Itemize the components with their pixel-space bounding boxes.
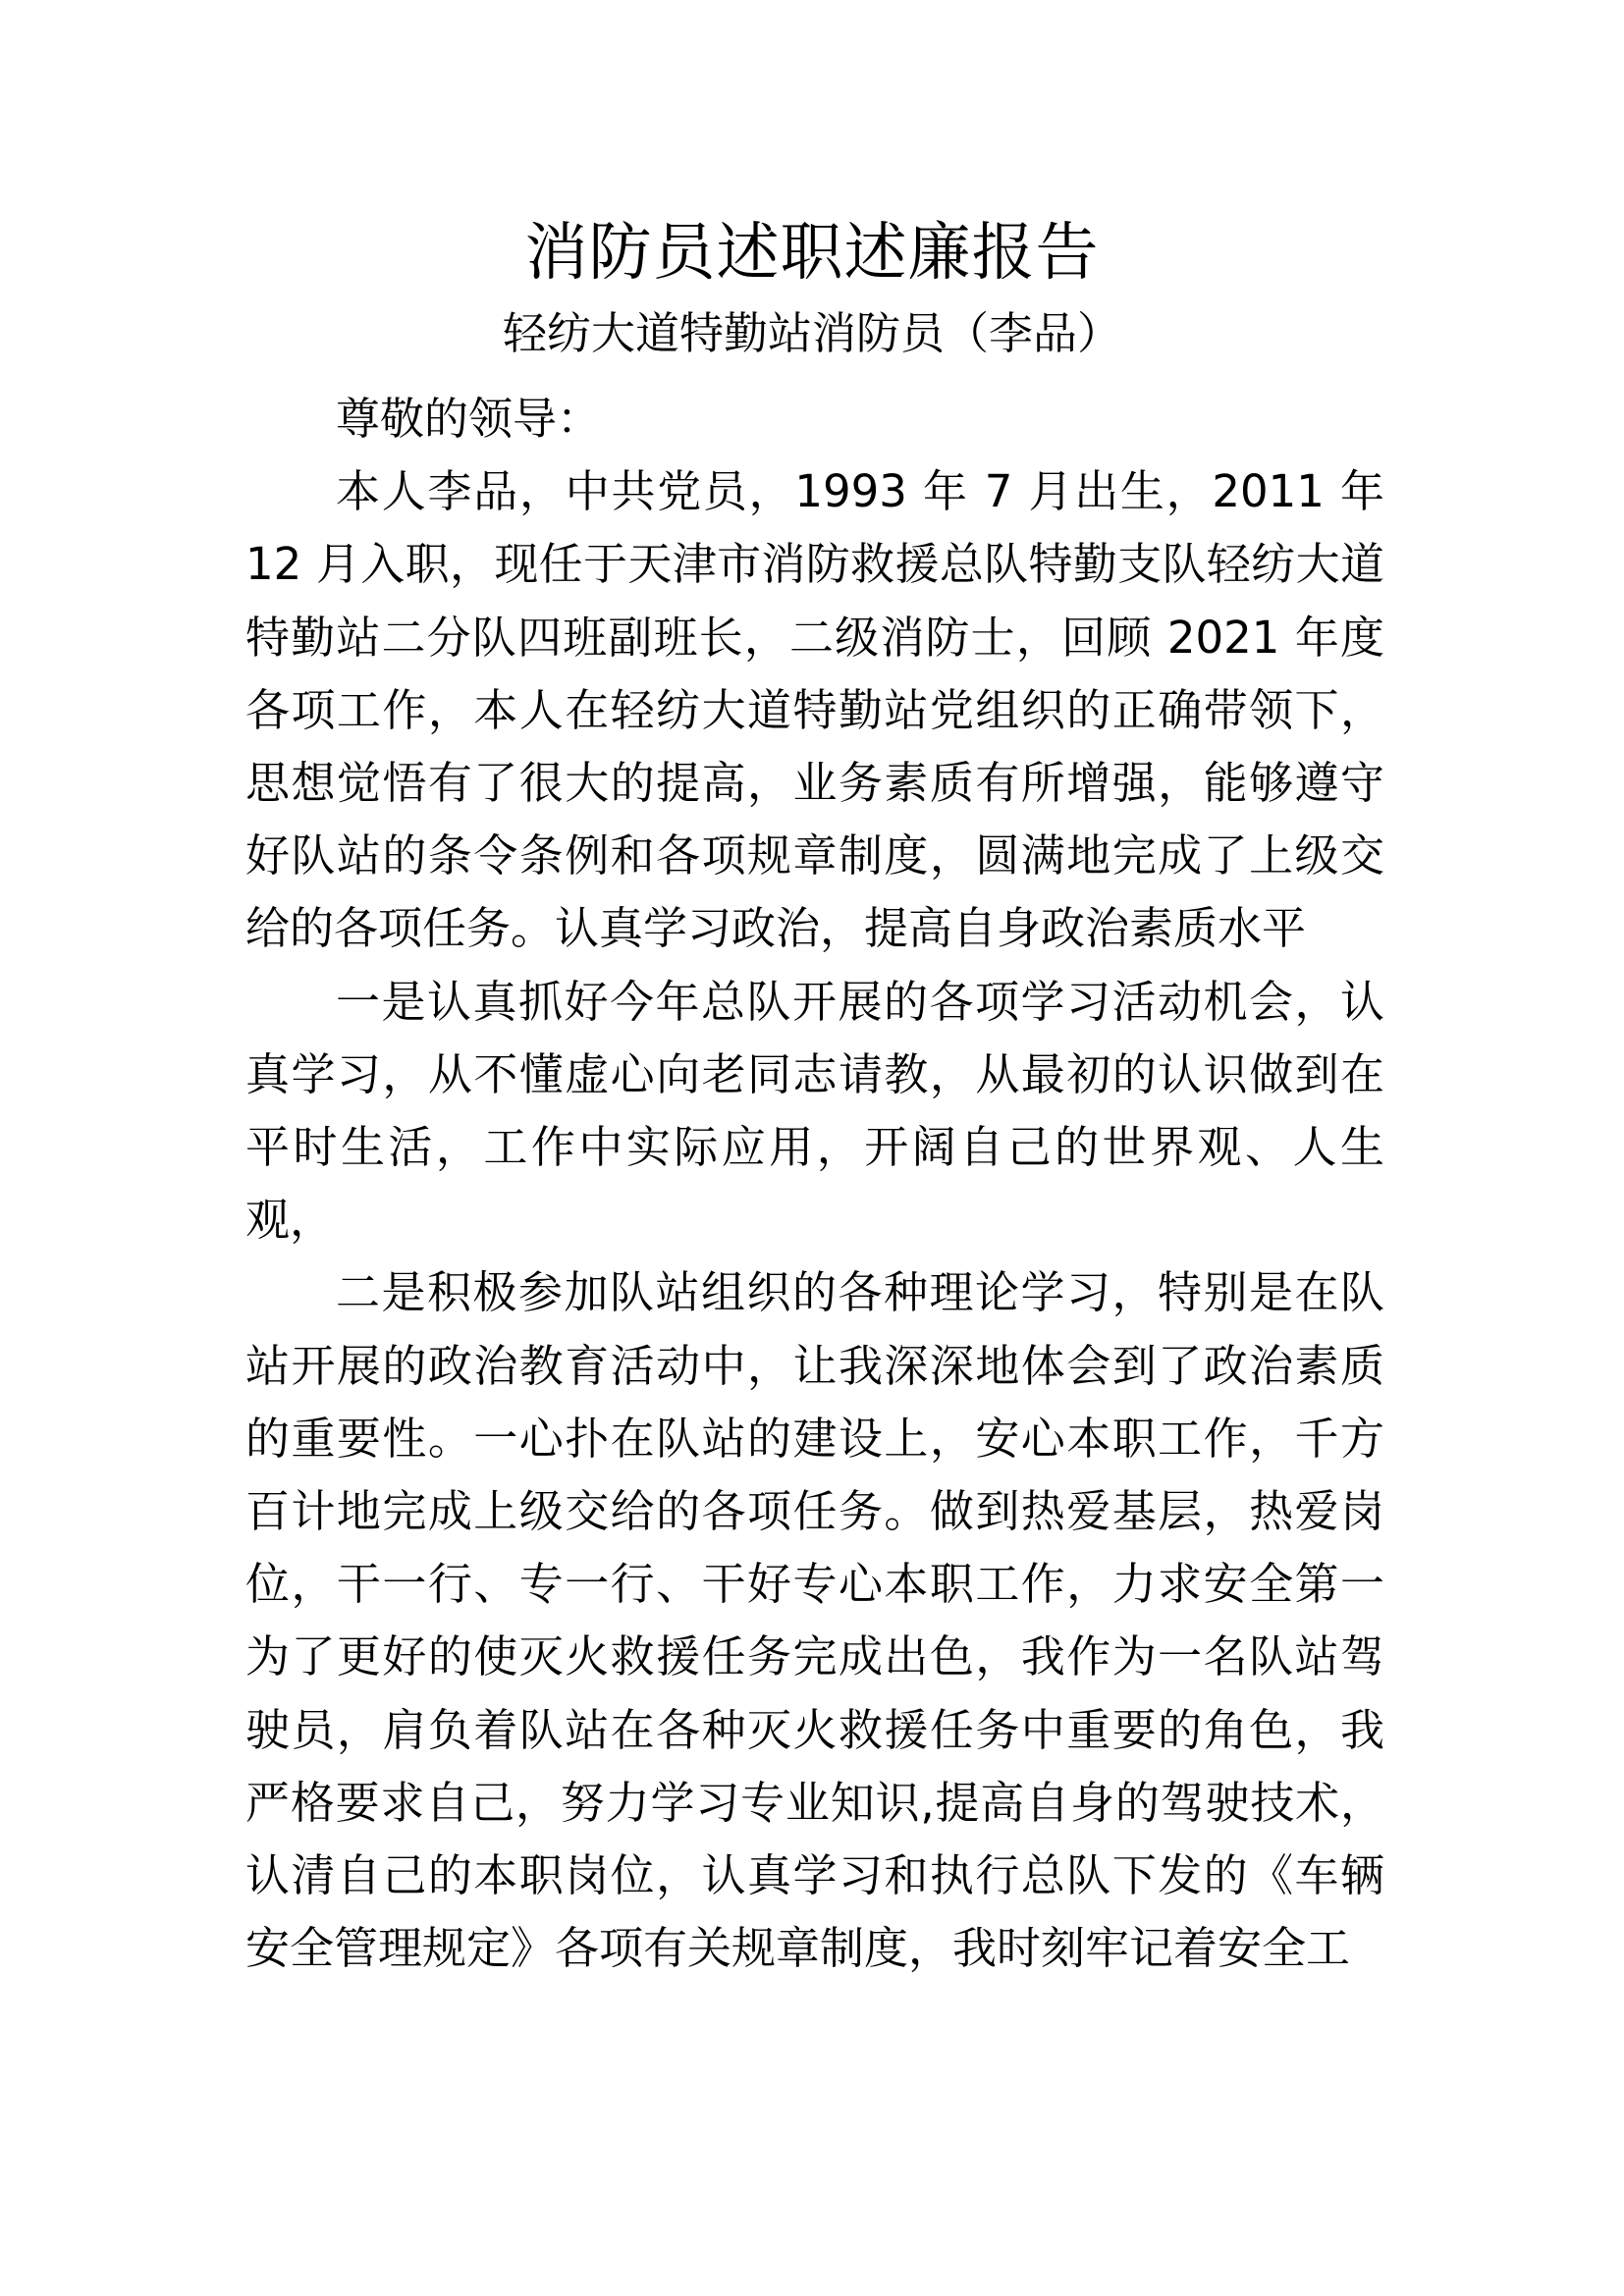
paragraph-intro: 本人李品，中共党员，1993 年 7 月出生，2011 年 12 月入职，现任于天津市消防救援总队特勤支队轻纺大道特勤站二分队四班副班长，二级消防士，回顾 2021 年度各项工作，本人在轻纺大道特勤站党组织的正确带领下，思想觉悟有了很大的提高，业务素质有所增强，能够遵守好队站的条令条例和各项规章制度，圆满地完成了上级交给的各项任务。认真学习政治，提高自身政治素质水平 xyxy=(245,465,1384,955)
document-body xyxy=(245,383,1384,1985)
paragraph-point-one: 一是认真抓好今年总队开展的各项学习活动机会，认真学习，从不懂虚心向老同志请教，从最初的认识做到在平时生活，工作中实际应用，开阔自己的世界观、人生观， xyxy=(245,975,1384,1247)
document-subtitle: 轻纺大道特勤站消防员（李品） xyxy=(502,307,1121,359)
paragraph-point-two: 二是积极参加队站组织的各种理论学习，特别是在队站开展的政治教育活动中，让我深深地体会到了政治素质的重要性。一心扑在队站的建设上，安心本职工作，千方百计地完成上级交给的各项任务。做到热爱基层，热爱岗位，干一行、专一行、干好专心本职工作，力求安全第一为了更好的使灭火救援任务完成出色，我作为一名队站驾驶员，肩负着队站在各种灭火救援任务中重要的角色，我严格要求自己，努力学习专业知识,提高自身的驾驶技术，认清自己的本职岗位，认真学习和执行总队下发的《车辆安全管理规定》各项有关规章制度，我时刻牢记着安全工 xyxy=(245,1266,1384,1975)
salutation: 尊敬的领导： xyxy=(336,393,602,445)
document-title: 消防员述职述廉报告 xyxy=(524,217,1100,290)
